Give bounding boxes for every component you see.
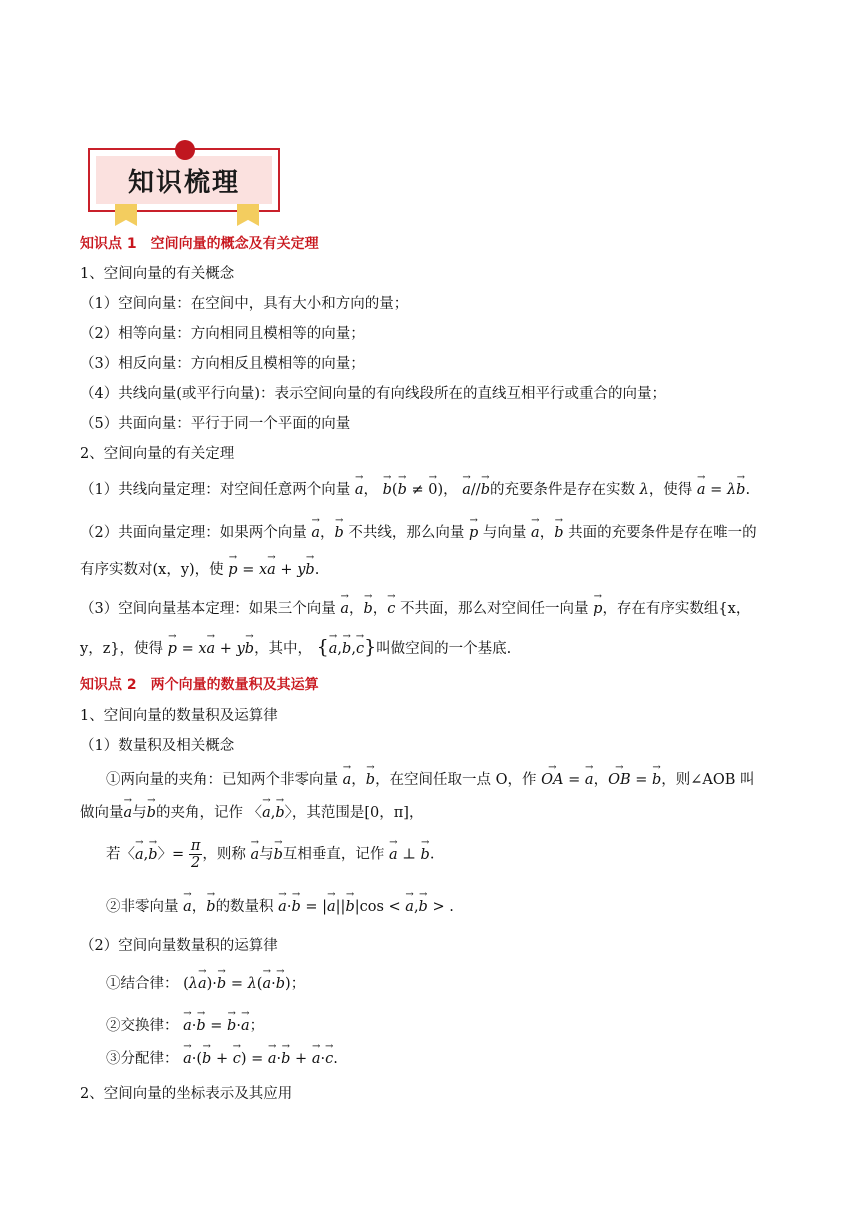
paragraph-title: （1）数量积及相关概念 [80, 738, 235, 754]
heading-knowledge-point-1 [80, 233, 319, 253]
theorem-coplanar-cont: 有序实数对(x，y)，使 → p = x→ a + y→ b. [80, 558, 319, 579]
subsection-title: 1、空间向量的数量积及运算律 [80, 708, 278, 724]
banner-title: 知识梳理 [127, 167, 240, 198]
ribbon-right-icon [237, 204, 259, 226]
subsection-title: 2、空间向量的坐标表示及其应用 [80, 1086, 293, 1102]
angle-definition-cont: 做向量→ a与→ b的夹角，记作 〈→ a,→ b〉，其范围是[0，π]， [80, 801, 423, 822]
ribbon-left-icon [115, 204, 137, 226]
paragraph-title: （2）空间向量数量积的运算律 [80, 938, 278, 954]
law-distributive: ③分配律： → a·(→ b + → c) = → a·→ b + → a·→ c. [106, 1047, 338, 1068]
concept-item: （4）共线向量(或平行向量)：表示空间向量的有向线段所在的直线互相平行或重合的向量； [80, 386, 667, 402]
dot-product-definition: ②非零向量 → a，→ b的数量积 → a·→ b = |→ a||→ b|cos < → a,→ b > . [106, 895, 454, 916]
heading-title: 两个向量的数量积及其运算 [150, 677, 319, 693]
theorem-collinear: （1）共线向量定理：对空间任意两个向量 → a， → b(→ b ≠ → 0)， → a//→ b的充要条件是存在实数 λ，使得 → a = λ→ b. [80, 478, 750, 499]
concept-item: （1）空间向量：在空间中，具有大小和方向的量； [80, 296, 409, 312]
theorem-coplanar: （2）共面向量定理：如果两个向量 → a，→ b 不共线，那么向量 → p 与向量 → a，→ b 共面的充要条件是存在唯一的 [80, 521, 757, 542]
concept-item: （2）相等向量：方向相同且模相等的向量； [80, 326, 365, 342]
concept-item: （5）共面向量：平行于同一个平面的向量 [80, 416, 351, 432]
subsection-title: 2、空间向量的有关定理 [80, 446, 235, 462]
theorem-basis: （3）空间向量基本定理：如果三个向量 → a，→ b，→ c 不共面，那么对空间任一向量 → p，存在有序实数组{x， [80, 597, 750, 618]
perpendicular-definition: 若〈→ a,→ b〉= $\frac{\pi}{2}$ ，则称 → a与→ b互相垂直，记作 → a ⊥ → b. [106, 838, 434, 871]
heading-label: 知识点 1 [80, 236, 137, 252]
theorem-basis-cont: y，z}，使得 → p = x→ a + y→ b，其中， {→ a,→ b,→ c}叫做空间的一个基底. [80, 636, 511, 658]
banner-pin-icon [175, 140, 195, 160]
heading-label: 知识点 2 [80, 677, 137, 693]
law-associative: ①结合律： (λ→ a)·→ b = λ(→ a·→ b)； [106, 972, 305, 993]
banner-inner [96, 156, 272, 204]
angle-definition: ①两向量的夹角：已知两个非零向量 → a，→ b，在空间任取一点 O，作 → OA = → a，→ OB = → b，则∠AOB 叫 [106, 768, 755, 789]
law-commutative: ②交换律： → a·→ b = → b·→ a； [106, 1014, 264, 1035]
heading-knowledge-point-2 [80, 674, 319, 694]
section-banner [88, 140, 284, 228]
subsection-title: 1、空间向量的有关概念 [80, 266, 235, 282]
concept-item: （3）相反向量：方向相反且模相等的向量； [80, 356, 365, 372]
heading-title: 空间向量的概念及有关定理 [150, 236, 319, 252]
